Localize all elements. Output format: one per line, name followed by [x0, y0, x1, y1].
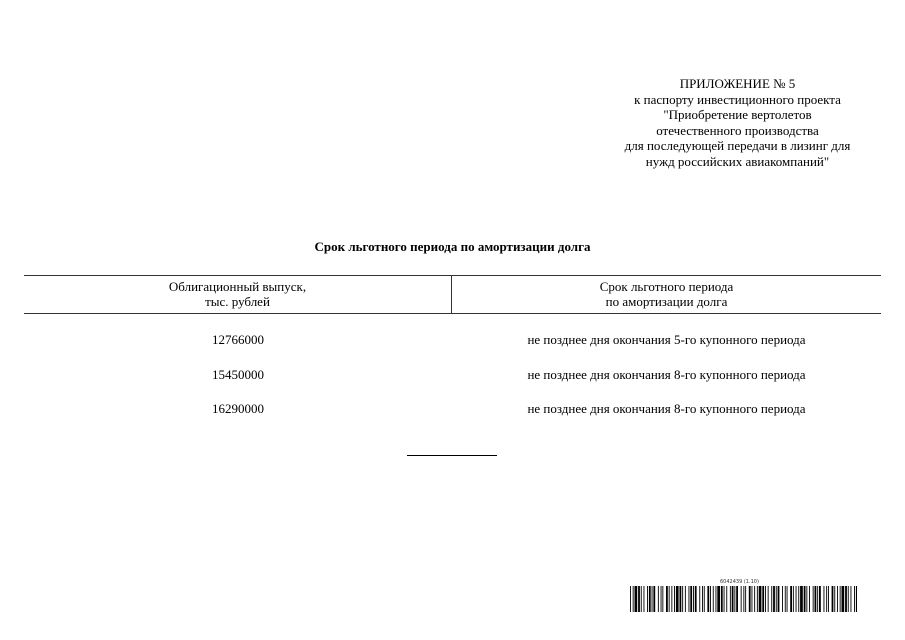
grace-period-table: [24, 275, 881, 427]
grace-period-cell: не позднее дня окончания 8-го купонного периода: [527, 401, 806, 417]
appendix-line: нужд российских авиакомпаний": [645, 153, 830, 169]
table-body: [24, 323, 881, 427]
barcode-label: 6042439 (1.10): [720, 579, 759, 585]
bond-amount-cell: 16290000: [212, 401, 264, 417]
table-row: [24, 358, 881, 393]
header-line: Облигационный выпуск,: [168, 279, 307, 294]
bond-amount-cell: 12766000: [212, 332, 264, 348]
table-header: [24, 275, 881, 314]
end-separator-line: [407, 455, 497, 456]
header-grace-period: [452, 276, 881, 313]
barcode: [630, 586, 857, 612]
table-row: [24, 323, 881, 358]
appendix-line: отечественного производства: [656, 122, 819, 138]
header-line: Срок льготного периода: [599, 279, 734, 294]
table-row: [24, 392, 881, 427]
appendix-line: "Приобретение вертолетов: [663, 107, 812, 122]
header-bond-issue: [24, 276, 452, 313]
document-title: Срок льготного периода по амортизации долга: [314, 239, 591, 254]
grace-period-cell: не позднее дня окончания 5-го купонного периода: [527, 332, 806, 348]
appendix-block: [600, 76, 875, 169]
grace-period-cell: не позднее дня окончания 8-го купонного периода: [527, 366, 806, 382]
header-line: по амортизации долга: [605, 294, 728, 309]
bond-amount-cell: 15450000: [212, 366, 264, 382]
appendix-line: ПРИЛОЖЕНИЕ № 5: [679, 76, 796, 91]
header-line: тыс. рублей: [205, 294, 270, 309]
appendix-line: к паспорту инвестиционного проекта: [634, 91, 841, 107]
appendix-line: для последующей передачи в лизинг для: [624, 138, 851, 153]
